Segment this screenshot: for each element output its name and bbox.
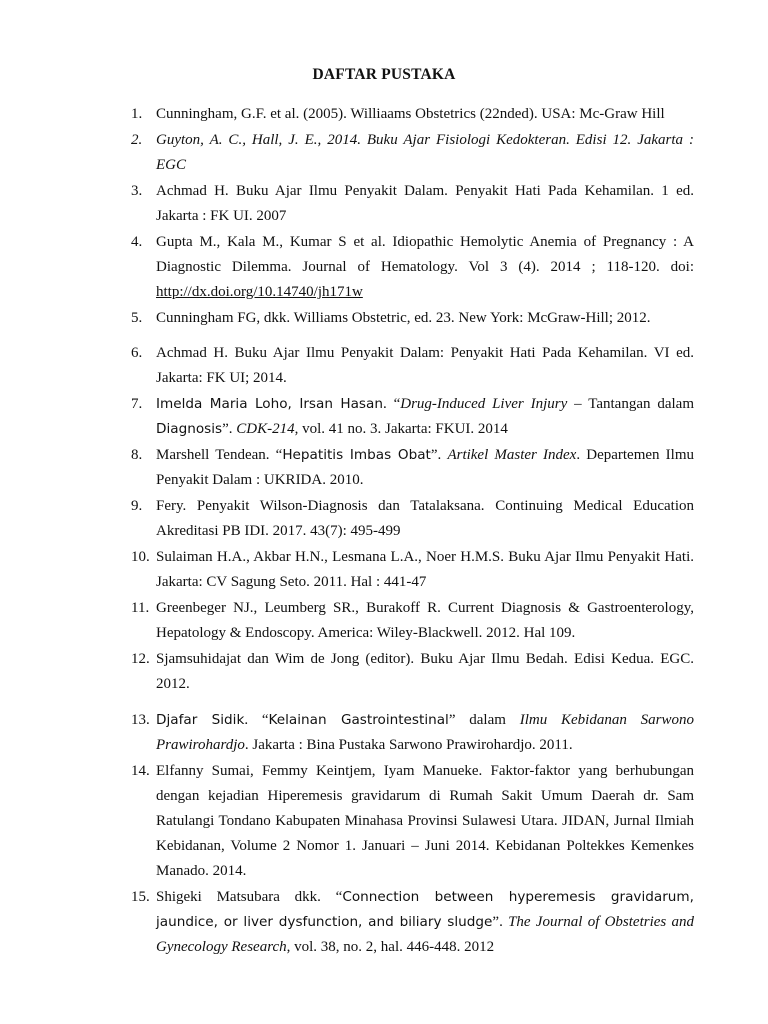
reference-text: Sjamsuhidajat dan Wim de Jong (editor). Buku Ajar Ilmu Bedah. Edisi Kedua. EGC. 2012. bbox=[156, 651, 694, 692]
reference-number: 15. bbox=[131, 889, 150, 905]
reference-number: 10. bbox=[131, 549, 150, 565]
reference-number: 1. bbox=[131, 106, 143, 122]
reference-number: 9. bbox=[131, 498, 143, 514]
page-title: DAFTAR PUSTAKA bbox=[312, 66, 456, 83]
reference-text: CDK-214 bbox=[236, 421, 295, 437]
reference-number: 4. bbox=[131, 234, 143, 250]
reference-text: . Departemen Ilmu Penyakit Dalam : UKRIDA. 2010. bbox=[156, 447, 694, 488]
reference-text: Cunningham, G.F. et al. (2005). Williaams Obstetrics (22nded). USA: Mc-Graw Hill bbox=[156, 106, 665, 122]
reference-text: Sulaiman H.A., Akbar H.N., Lesmana L.A., Noer H.M.S. Buku Ajar Ilmu Penyakit Hati. Jakarta: CV Sagung Seto. 2011. Hal : 441-47 bbox=[156, 549, 694, 590]
reference-text: Connection between hyperemesis gravidarum, jaundice, or liver dysfunction, and biliary sludge bbox=[156, 889, 694, 930]
reference-text: Shigeki Matsubara dkk. “ bbox=[156, 889, 343, 905]
reference-text: Kelainan Gastrointestinal bbox=[268, 712, 449, 728]
reference-number: 12. bbox=[131, 651, 150, 667]
reference-item bbox=[131, 708, 694, 758]
reference-number: 13. bbox=[131, 712, 150, 728]
reference-text: , vol. 38, no. 2, hal. 446-448. 2012 bbox=[286, 939, 495, 955]
reference-text: Marshell Tendean. “ bbox=[156, 447, 283, 463]
reference-item bbox=[131, 647, 694, 697]
reference-text: Imelda Maria Loho, Irsan Hasan bbox=[156, 396, 383, 412]
reference-text: Gupta M., Kala M., Kumar S et al. Idiopathic Hemolytic Anemia of Pregnancy : A Diagnostic Dilemma. Journal of Hematology. Vol 3 (4). 2014 ; 118-120. doi: bbox=[156, 234, 694, 275]
reference-text: Drug-Induced Liver Injury bbox=[400, 396, 568, 412]
reference-item bbox=[131, 128, 694, 178]
reference-text: . Jakarta : Bina Pustaka Sarwono Prawirohardjo. 2011. bbox=[244, 737, 573, 753]
reference-text: ”. bbox=[222, 421, 237, 437]
reference-list bbox=[131, 102, 694, 961]
reference-item bbox=[131, 759, 694, 884]
reference-text: Hepatitis Imbas Obat bbox=[282, 447, 431, 463]
reference-item bbox=[131, 102, 694, 127]
reference-text: Fery. Penyakit Wilson-Diagnosis dan Tatalaksana. Continuing Medical Education Akreditasi PB IDI. 2017. 43(7): 495-499 bbox=[156, 498, 694, 539]
reference-text: Achmad H. Buku Ajar Ilmu Penyakit Dalam. Penyakit Hati Pada Kehamilan. 1 ed. Jakarta : FK UI. 2007 bbox=[156, 183, 694, 224]
reference-item bbox=[131, 306, 694, 331]
reference-number: 11. bbox=[131, 600, 150, 616]
reference-text: Diagnosis bbox=[156, 421, 223, 437]
reference-number: 7. bbox=[131, 396, 143, 412]
reference-number: 2. bbox=[131, 132, 143, 148]
reference-text: , vol. 41 no. 3. Jakarta: FKUI. 2014 bbox=[294, 421, 508, 437]
reference-text: The Journal of Obstetries and Gynecology Research bbox=[156, 914, 694, 955]
reference-text: – Tantangan dalam bbox=[567, 396, 695, 412]
reference-text: ”. bbox=[492, 914, 509, 930]
reference-text: Ilmu Kebidanan Sarwono Prawirohardjo bbox=[156, 712, 694, 753]
reference-number: 8. bbox=[131, 447, 143, 463]
reference-item bbox=[131, 494, 694, 544]
reference-item bbox=[131, 230, 694, 305]
reference-item bbox=[131, 545, 694, 595]
reference-text: Artikel Master Index bbox=[447, 447, 577, 463]
reference-item bbox=[131, 443, 694, 493]
reference-text: . “ bbox=[244, 712, 269, 728]
reference-number: 6. bbox=[131, 345, 143, 361]
reference-item bbox=[131, 392, 694, 442]
reference-text: Cunningham FG, dkk. Williams Obstetric, ed. 23. New York: McGraw-Hill; 2012. bbox=[156, 310, 651, 326]
reference-item bbox=[131, 179, 694, 229]
reference-number: 14. bbox=[131, 763, 150, 779]
reference-item bbox=[131, 341, 694, 391]
reference-text: Greenbeger NJ., Leumberg SR., Burakoff R. Current Diagnosis & Gastroenterology, Hepatology & Endoscopy. America: Wiley-Blackwell. 2012. Hal 109. bbox=[156, 600, 694, 641]
reference-text: ”. bbox=[430, 447, 448, 463]
reference-number: 3. bbox=[131, 183, 143, 199]
reference-item bbox=[131, 885, 694, 960]
reference-text: Achmad H. Buku Ajar Ilmu Penyakit Dalam: Penyakit Hati Pada Kehamilan. VI ed. Jakarta: FK UI; 2014. bbox=[156, 345, 694, 386]
reference-item bbox=[131, 596, 694, 646]
reference-text: . “ bbox=[382, 396, 401, 412]
reference-text: Guyton, A. C., Hall, J. E., 2014. Buku Ajar Fisiologi Kedokteran. Edisi 12. Jakarta : EGC bbox=[156, 132, 694, 173]
reference-text: Elfanny Sumai, Femmy Keintjem, Iyam Manueke. Faktor-faktor yang berhubungan dengan kejadian Hiperemesis gravidarum di Rumah Sakit Umum Daerah dr. Sam Ratulangi Tondano Kabupaten Minahasa Provinsi Sulawesi Utara. JIDAN, Jurnal Ilmiah Kebidanan, Volume 2 Nomor 1. Januari – Juni 2014. Kebidanan Poltekkes Kemenkes Manado. 2014. bbox=[156, 763, 694, 879]
reference-number: 5. bbox=[131, 310, 143, 326]
reference-text: ” dalam bbox=[448, 712, 520, 728]
reference-text: Djafar Sidik bbox=[156, 712, 245, 728]
doi-link[interactable]: http://dx.doi.org/10.14740/jh171w bbox=[156, 284, 363, 300]
